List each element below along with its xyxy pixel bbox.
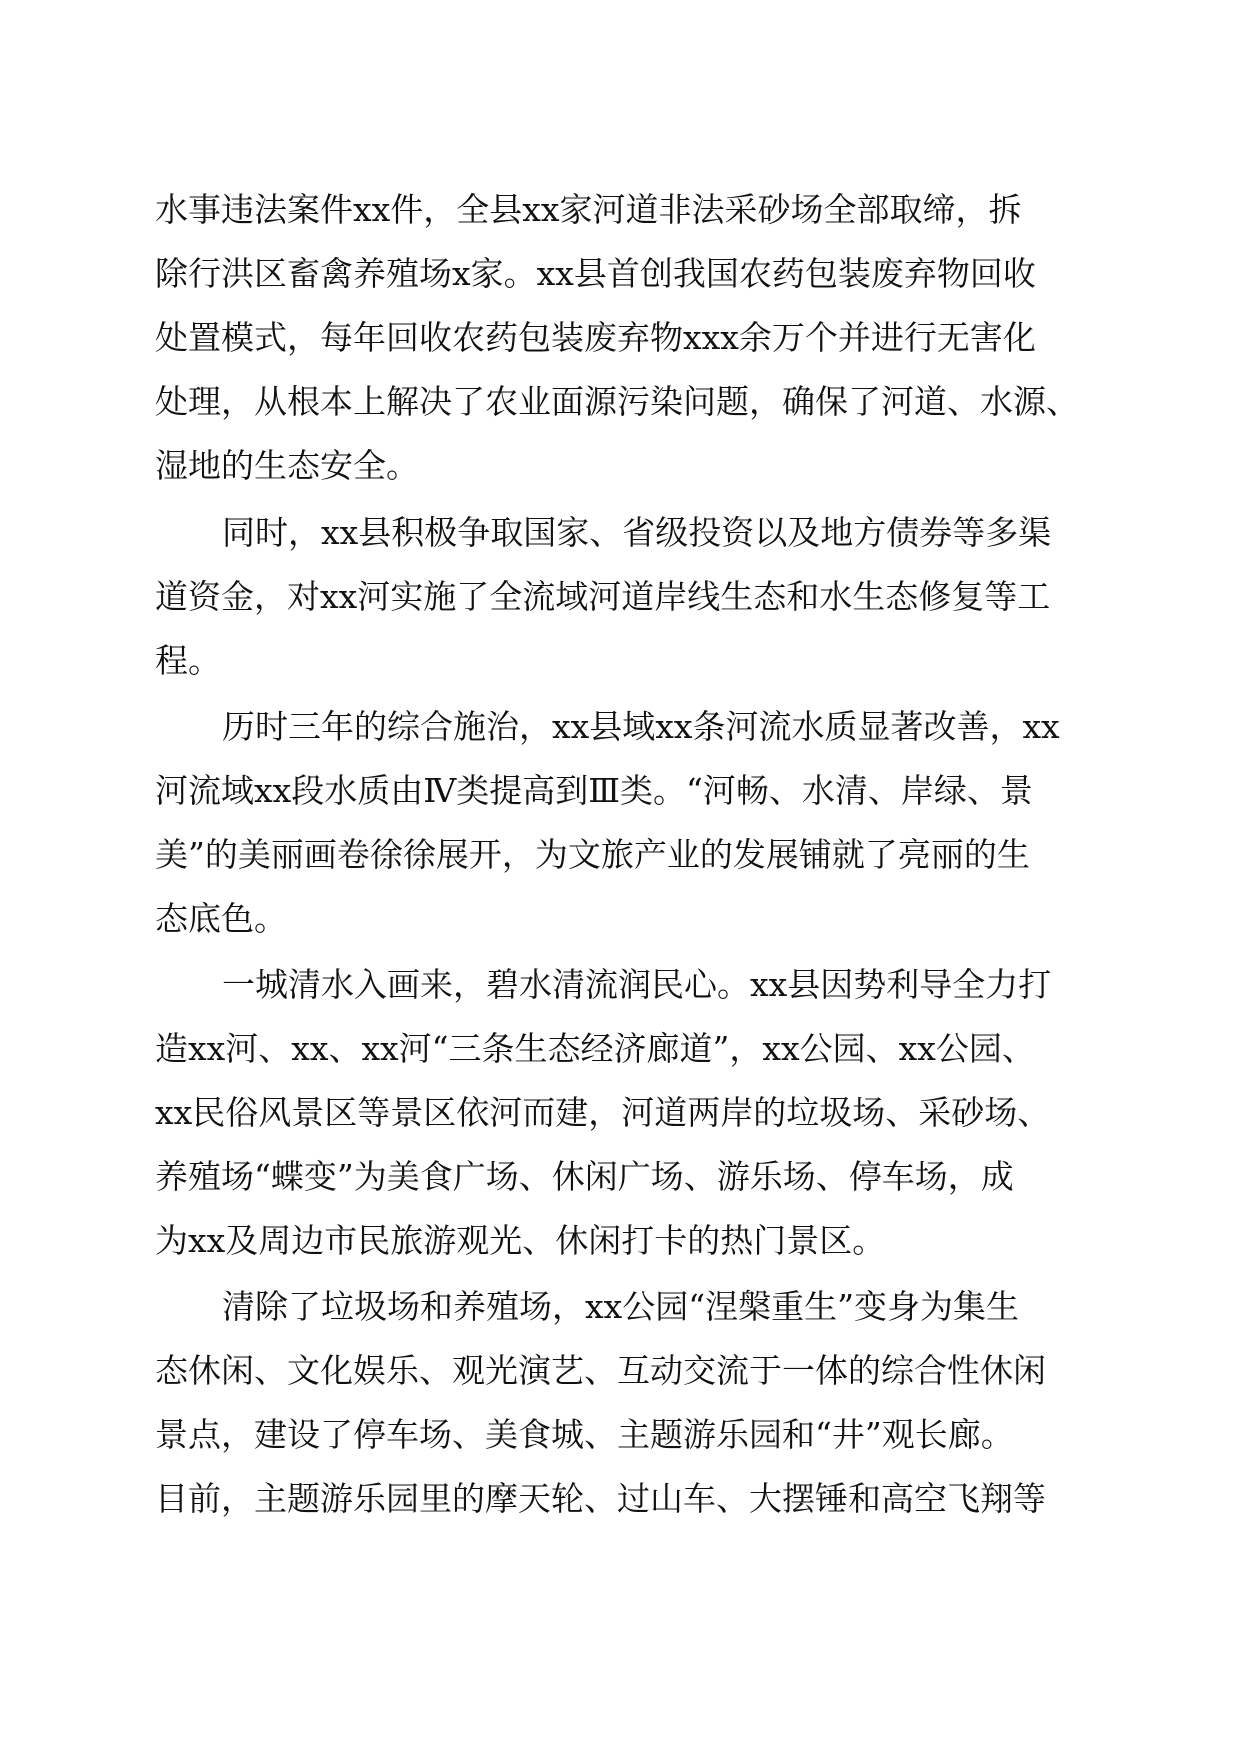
text-line: 处理，从根本上解决了农业面源污染问题，确保了河道、水源、 — [155, 382, 1079, 421]
paragraph-first-line: 一城清水入画来，碧水清流润民心。xx县因势利导全力打 — [222, 965, 1052, 1004]
text-line: 除行洪区畜禽养殖场x家。xx县首创我国农药包装废弃物回收 — [155, 254, 1036, 293]
paragraph-first-line: 清除了垃圾场和养殖场，xx公园“涅槃重生”变身为集生 — [222, 1287, 1019, 1326]
paragraph-first-line: 历时三年的综合施治，xx县域xx条河流水质显著改善，xx — [222, 707, 1060, 746]
text-line: 程。 — [155, 641, 221, 680]
text-line: 美”的美丽画卷徐徐展开，为文旅产业的发展铺就了亮丽的生 — [155, 835, 1030, 874]
text-line: 道资金，对xx河实施了全流域河道岸线生态和水生态修复等工 — [155, 577, 1051, 616]
text-line: 湿地的生态安全。 — [155, 446, 419, 485]
text-line: 处置模式，每年回收农药包装废弃物xxx余万个并进行无害化 — [155, 318, 1036, 357]
text-line: xx民俗风景区等景区依河而建，河道两岸的垃圾场、采砂场、 — [155, 1093, 1051, 1132]
text-line: 河流域xx段水质由Ⅳ类提高到Ⅲ类。“河畅、水清、岸绿、景 — [155, 771, 1033, 810]
text-line: 养殖场“蝶变”为美食广场、休闲广场、游乐场、停车场，成 — [155, 1157, 1014, 1196]
text-line: 水事违法案件xx件，全县xx家河道非法采砂场全部取缔，拆 — [155, 190, 1022, 229]
text-line: 景点，建设了停车场、美食城、主题游乐园和“井”观长廊。 — [155, 1415, 1014, 1454]
text-line: 为xx及周边市民旅游观光、休闲打卡的热门景区。 — [155, 1221, 886, 1260]
paragraph-first-line: 同时，xx县积极争取国家、省级投资以及地方债券等多渠 — [222, 513, 1052, 552]
text-line: 态休闲、文化娱乐、观光演艺、互动交流于一体的综合性休闲 — [155, 1351, 1046, 1390]
text-line: 态底色。 — [155, 899, 287, 938]
text-line: 目前，主题游乐园里的摩天轮、过山车、大摆锤和高空飞翔等 — [155, 1479, 1046, 1518]
text-line: 造xx河、xx、xx河“三条生态经济廊道”，xx公园、xx公园、 — [155, 1029, 1035, 1068]
